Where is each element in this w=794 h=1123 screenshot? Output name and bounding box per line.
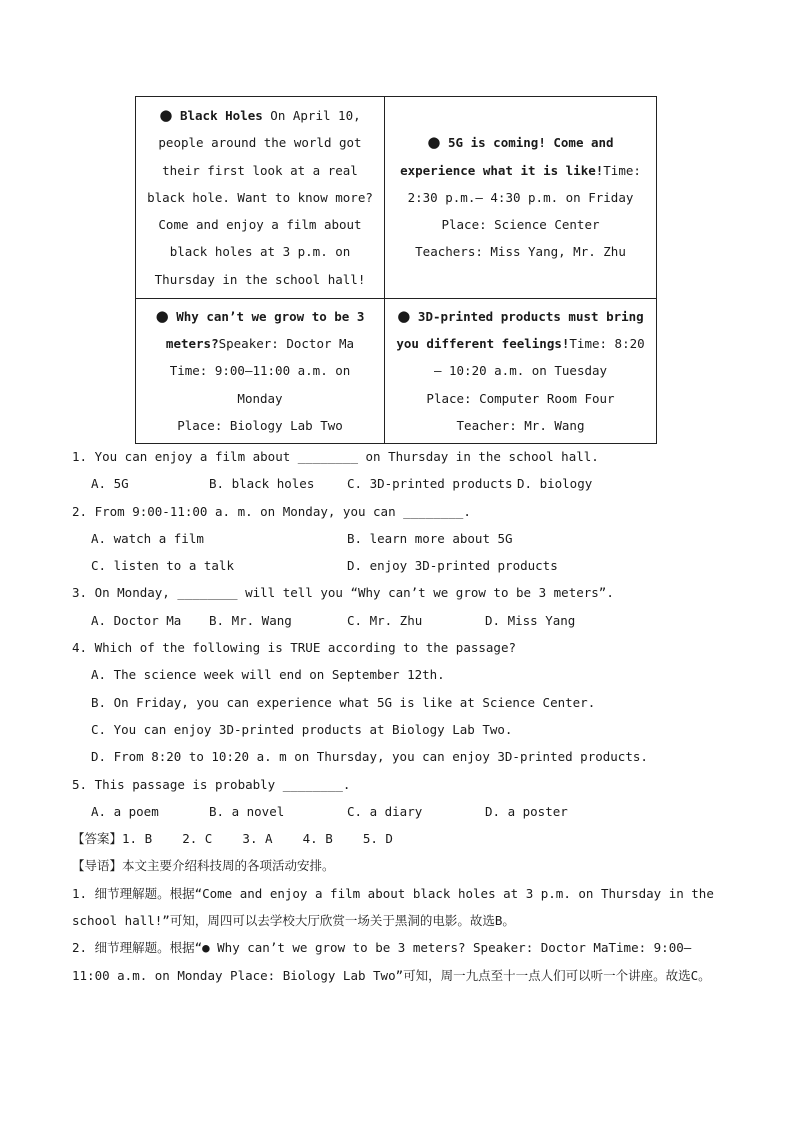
question-2: 2. From 9:00-11:00 a. m. on Monday, you can ________. (72, 503, 471, 519)
question-2-options-ab (72, 525, 722, 552)
option-c: C. listen to a talk (91, 558, 234, 574)
notice-place: Place: Computer Room Four (426, 390, 615, 406)
option-a: A. a poem (91, 803, 159, 819)
option-d: D. a poster (485, 803, 568, 819)
option-d: D. Miss Yang (485, 612, 576, 628)
option-a: A. watch a film (91, 530, 204, 546)
notice-black-holes (136, 97, 384, 299)
option-b: B. a novel (209, 803, 285, 819)
option-a: A. 5G (91, 476, 129, 492)
bullet-icon: ● (155, 306, 169, 325)
question-2-options-cd (72, 552, 722, 579)
question-4: 4. Which of the following is TRUE according to the passage? (72, 640, 517, 656)
question-5: 5. This passage is probably ________. (72, 776, 351, 792)
option-a: A. Doctor Ma (91, 612, 182, 628)
notice-place: Place: Biology Lab Two (177, 417, 343, 433)
notice-5g (384, 97, 656, 299)
option-d: D. enjoy 3D-printed products (347, 558, 558, 574)
question-4-option-a: A. The science week will end on September 12th. (91, 667, 445, 683)
question-4-option-c: C. You can enjoy 3D-printed products at Biology Lab Two. (91, 721, 513, 737)
question-1-options (72, 470, 722, 497)
option-d: D. biology (517, 476, 593, 492)
notice-title: 5G is coming! Come and experience what it is like! (400, 135, 614, 178)
notice-teachers: Teachers: Miss Yang, Mr. Zhu (415, 244, 626, 260)
option-c: C. 3D-printed products (347, 476, 513, 492)
notice-grow (136, 299, 384, 443)
explanation-2: 2. 细节理解题。根据“● Why can’t we grow to be 3 meters? Speaker: Doctor MaTime: 9:00—11:00 a.m. on Monday Place: Biology Lab Two”可知，周一九点至十一点人们可以听一个讲座。故选C。 (72, 940, 711, 983)
question-5-options (72, 798, 722, 825)
notice-title: 3D-printed products must bring you different feelings! (396, 308, 644, 352)
answer-label: 【答案】 (72, 831, 123, 847)
answer-line (72, 825, 722, 852)
notice-text: On April 10, people around the world got their first look at a real black hole. Want to know more? Come and enjoy a film about black holes at 3 p.m. on Thursday in the school hall! (147, 107, 373, 287)
question-3-options (72, 607, 722, 634)
bullet-icon: ● (159, 105, 173, 124)
notice-place: Place: Science Center (441, 217, 600, 233)
guide-text: 本文主要介绍科技周的各项活动安排。 (122, 858, 335, 874)
bullet-icon: ● (397, 306, 411, 325)
explanation-1: 1. 细节理解题。根据“Come and enjoy a film about black holes at 3 p.m. on Thursday in the school hall!”可知，周四可以去学校大厅欣赏一场关于黑洞的电影。故选B。 (72, 885, 714, 929)
notice-time: Time: 2:30 p.m.— 4:30 p.m. on Friday (407, 162, 641, 205)
option-b: B. learn more about 5G (347, 530, 513, 546)
notice-title: Black Holes (179, 107, 263, 123)
question-4-option-d: D. From 8:20 to 10:20 a. m on Thursday, you can enjoy 3D-printed products. (91, 749, 648, 765)
question-3: 3. On Monday, ________ will tell you “Why can’t we grow to be 3 meters”. (72, 585, 614, 601)
notice-time: Time: 8:20— 10:20 a.m. on Tuesday (433, 336, 645, 379)
bullet-icon: ● (427, 133, 441, 152)
guide-line (72, 852, 722, 879)
notice-table (135, 96, 657, 444)
option-c: C. Mr. Zhu (347, 612, 423, 628)
notice-teacher: Teacher: Mr. Wang (456, 417, 585, 433)
option-b: B. Mr. Wang (209, 612, 292, 628)
answer-text: 1. B 2. C 3. A 4. B 5. D (122, 831, 393, 847)
notice-3d-printed (384, 299, 656, 443)
question-1: 1. You can enjoy a film about ________ on Thursday in the school hall. (72, 449, 599, 464)
notice-title: Why can’t we grow to be 3 meters? (165, 308, 365, 352)
question-4-option-b: B. On Friday, you can experience what 5G is like at Science Center. (91, 694, 596, 710)
questions-section (72, 443, 722, 989)
option-b: B. black holes (209, 476, 315, 492)
option-c: C. a diary (347, 803, 423, 819)
guide-label: 【导语】 (72, 858, 123, 874)
notice-speaker: Speaker: Doctor Ma (218, 336, 355, 352)
notice-time: Time: 9:00—11:00 a.m. on Monday (169, 363, 351, 406)
